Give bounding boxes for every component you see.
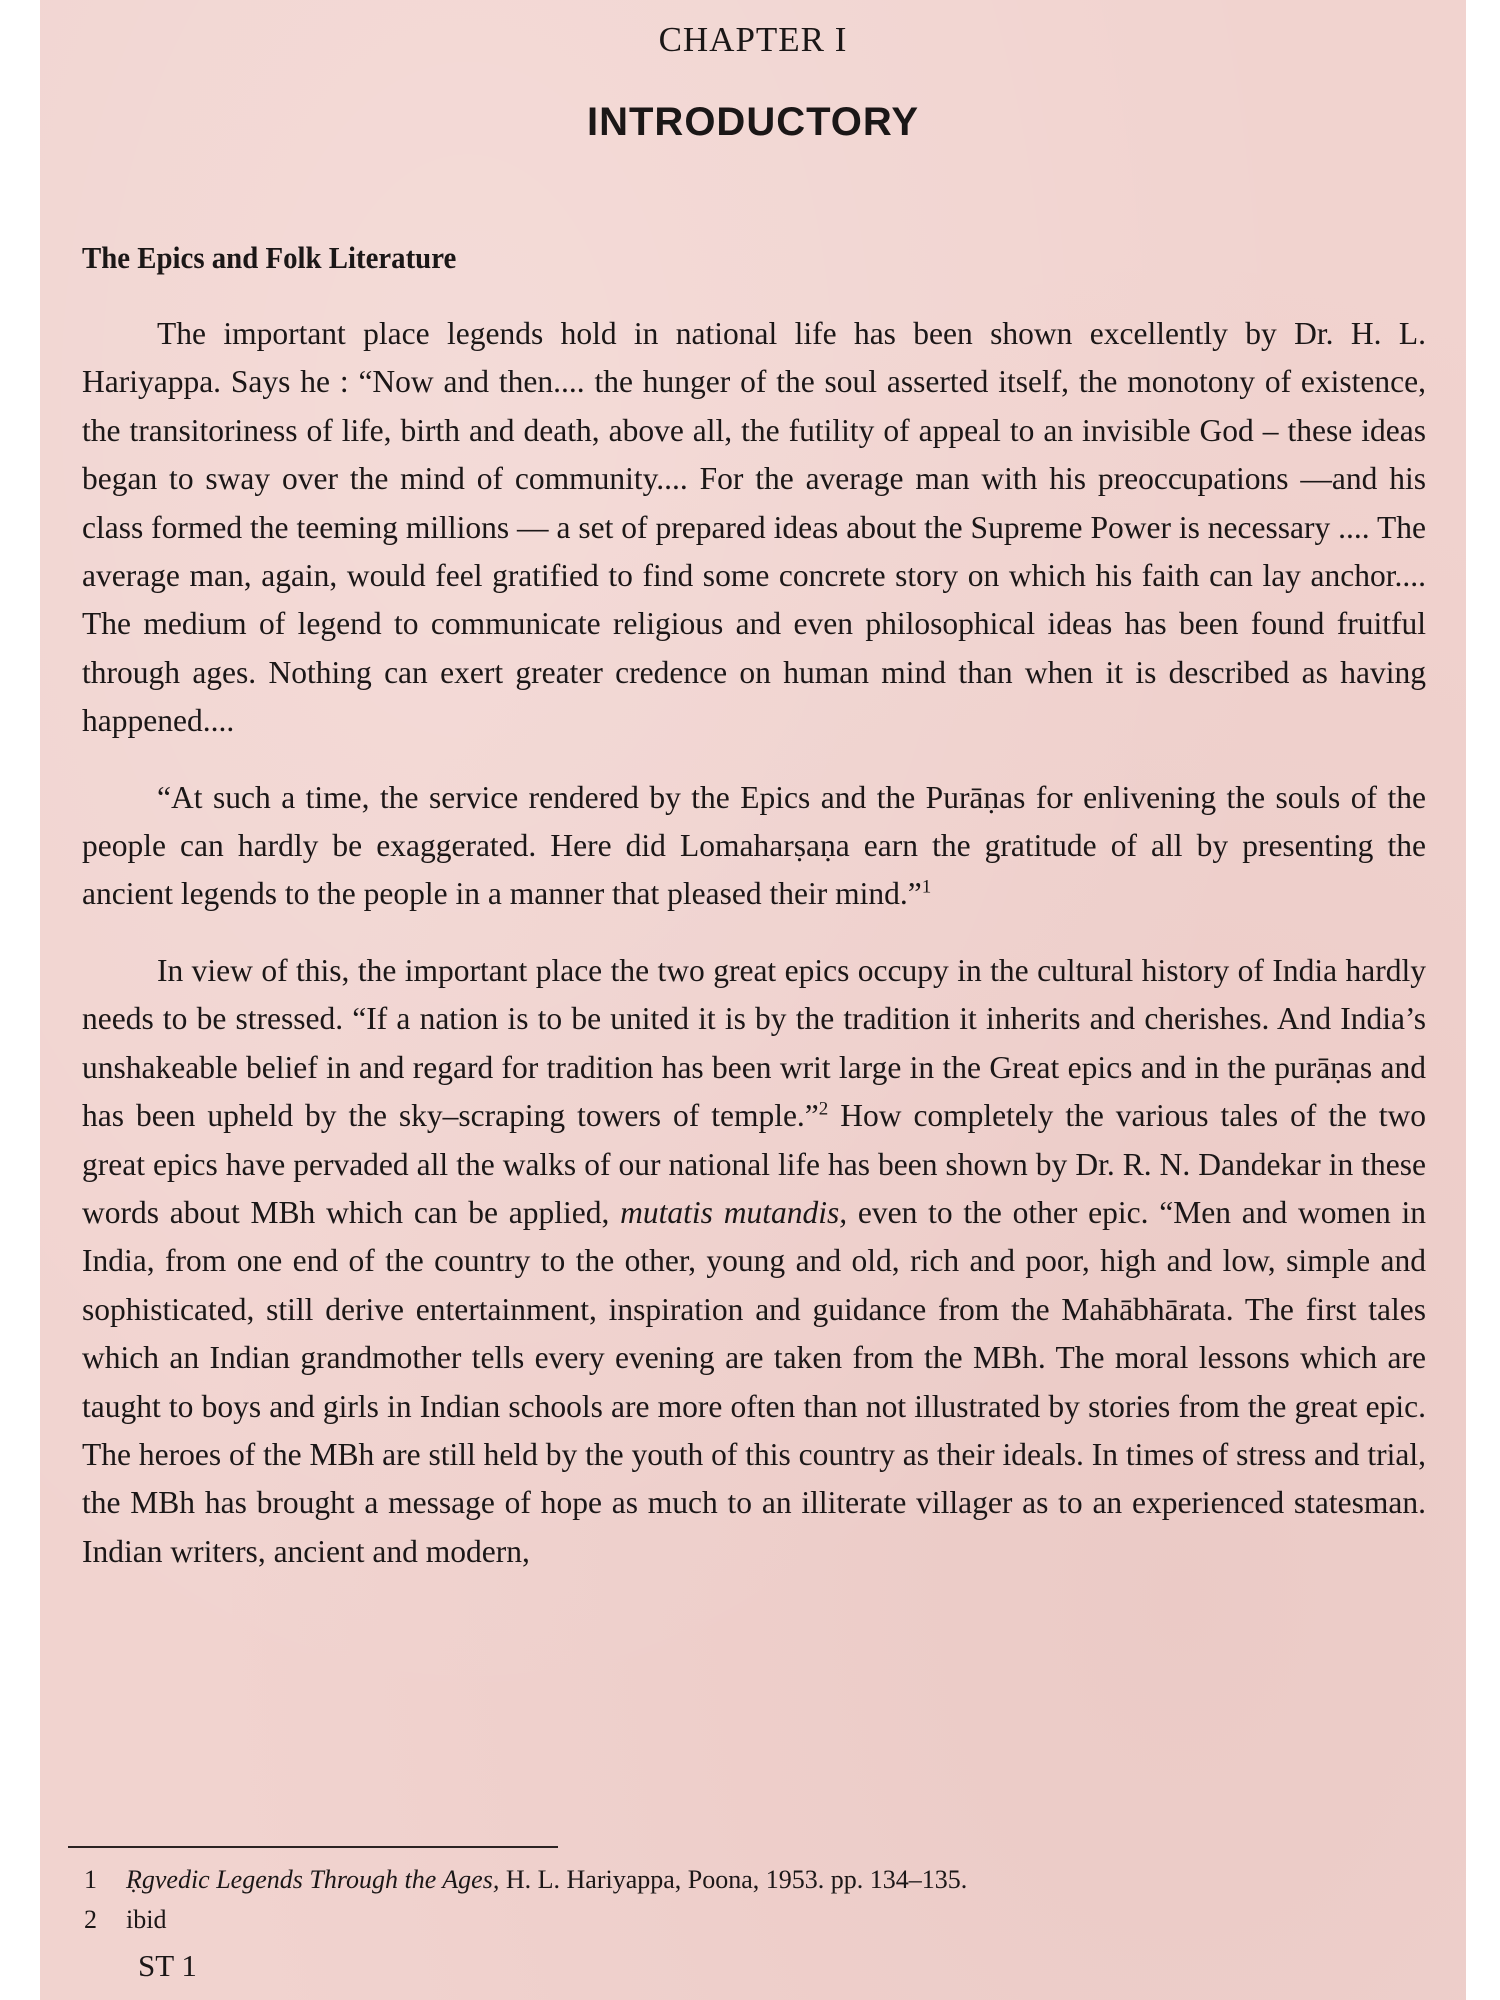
footnote-2-text: ibid	[126, 1905, 167, 1934]
latin-phrase: mutatis mutandis,	[620, 1194, 848, 1230]
paragraph-3-text-b: How completely the various tales of the two great epics have pervaded all the walks of our national life has been shown by Dr. R. N. Dandekar in these words about MBh which can be applied,	[82, 1098, 1427, 1230]
footnote-ref-1: 1	[921, 876, 932, 898]
paragraph-2	[82, 774, 1426, 919]
paragraph-2-text: “At such a time, the service rendered by the Epics and the Purāṇas for enlivening the souls of the people can hardly be exaggerated. Here did Lomaharṣaṇa earn the gratitude of all by presenting the ancient legends to the people in a manner that pleased their mind.”	[82, 779, 1426, 912]
page-signature: ST 1	[138, 1948, 197, 1983]
chapter-label: CHAPTER I	[658, 20, 848, 59]
footnote-1-number: 1	[84, 1865, 97, 1894]
chapter-title: INTRODUCTORY	[587, 100, 919, 144]
footnote-1-details: H. L. Hariyappa, Poona, 1953. pp. 134–135.	[499, 1865, 968, 1894]
footnote-ref-2: 2	[818, 1098, 829, 1120]
body-text	[82, 310, 1426, 1576]
book-page	[40, 0, 1466, 2000]
paragraph-3	[82, 947, 1426, 1576]
paragraph-3-text-a: In view of this, the important place the two great epics occupy in the cultural history of India hardly needs to be stressed. “If a nation is to be united it is by the tradition it inherits and cherishes. And India’s unshakeable belief in and regard for tradition has been writ large in the Great epics and in the purāṇas and has been upheld by the sky–scraping towers of temple.”	[82, 952, 1426, 1134]
footnotes	[84, 1860, 967, 1940]
footnote-2-number: 2	[84, 1905, 97, 1934]
footnote-divider	[68, 1846, 558, 1848]
footnote-1	[84, 1860, 967, 1900]
section-heading: The Epics and Folk Literature	[82, 240, 457, 275]
paragraph-1: The important place legends hold in national life has been shown excellently by Dr. H. L. Hariyappa. Says he : “Now and then.... the hunger of the soul asserted itself, the monotony of existence, the transitoriness of life, birth and death, above all, the futility of appeal to an invisible God – these ideas began to sway over the mind of community.... For the average man with his preoccupations —and his class formed the teeming millions — a set of prepared ideas about the Supreme Power is necessary .... The average man, again, would feel gratified to find some concrete story on which his faith can lay anchor.... The medium of legend to communicate religious and even philosophical ideas has been found fruitful through ages. Nothing can exert greater credence on human mind than when it is described as having happened....	[82, 316, 1426, 739]
footnote-1-text	[126, 1860, 967, 1900]
footnote-2	[84, 1900, 967, 1940]
footnote-1-source: Ṛgvedic Legends Through the Ages,	[126, 1865, 500, 1894]
paragraph-3-text-c: even to the other epic. “Men and women in India, from one end of the country to the other, young and old, rich and poor, high and low, simple and sophisticated, still derive entertainment, inspiration and guidance from the Mahābhārata. The first tales which an Indian grandmother tells every evening are taken from the MBh. The moral lessons which are taught to boys and girls in Indian schools are more often than not illustrated by stories from the great epic. The heroes of the MBh are still held by the youth of this country as their ideals. In times of stress and trial, the MBh has brought a message of hope as much to an illiterate villager as to an experienced statesman. Indian writers, ancient and modern,	[82, 1194, 1426, 1569]
